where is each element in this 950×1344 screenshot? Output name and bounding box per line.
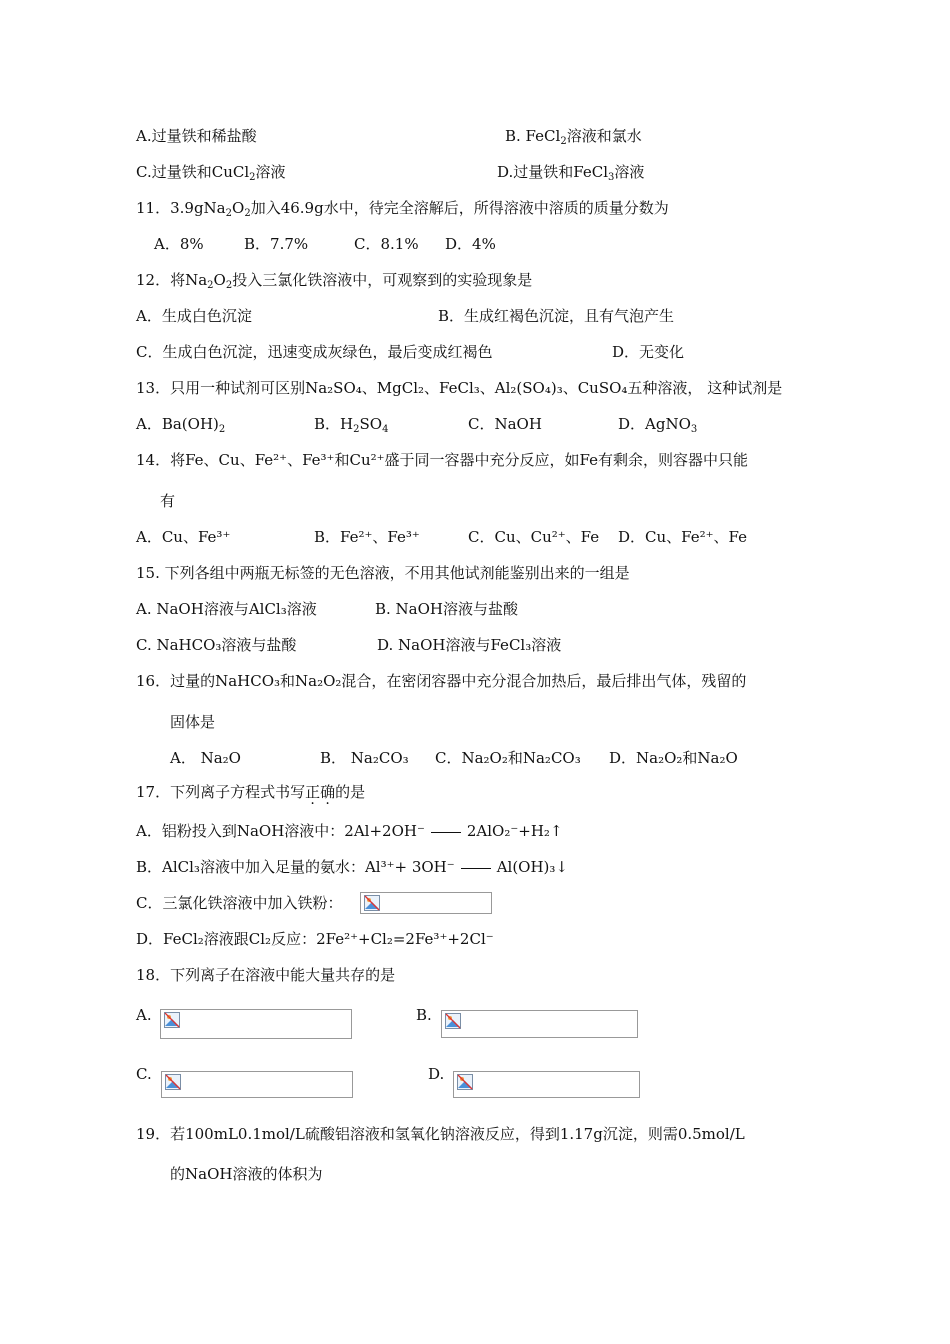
q12-stem: 12．将$Na_2O_2$投入三氯化铁溶液中，可观察到的实验现象是	[136, 271, 533, 291]
q13-stem: 13．只用一种试剂可区别Na₂SO₄、MgCl₂、FeCl₃、Al₂(SO₄)₃、CuSO₄五种溶液， 这种试剂是	[136, 379, 783, 397]
q12-option-b: B．生成红褐色沉淀，且有气泡产生	[438, 307, 675, 325]
q16-option-c: C．Na₂O₂和Na₂CO₃	[435, 749, 581, 767]
q18-option-d-label: D.	[428, 1065, 445, 1083]
q11-option-b: B．7.7%	[244, 235, 309, 253]
q10-option-b: B. FeCl$_2$溶液和氯水	[505, 127, 642, 147]
broken-image-icon	[364, 895, 380, 911]
q15-option-c: C. NaHCO₃溶液与盐酸	[136, 636, 297, 654]
q10-option-d: D.过量铁和FeCl$_3$溶液	[497, 163, 645, 183]
q18-option-d-image	[453, 1071, 640, 1098]
q11-option-d: D．4%	[445, 235, 496, 253]
q15-option-d: D. NaOH溶液与FeCl₃溶液	[377, 636, 562, 654]
q17-option-c: C．三氯化铁溶液中加入铁粉：	[136, 894, 343, 912]
q11-stem: 11．$3.9gNa_2O_2$加入46.9g水中，待完全溶解后，所得溶液中溶质的质量分数为	[136, 199, 669, 219]
q13-option-c: C．NaOH	[468, 415, 542, 433]
q12-option-a: A．生成白色沉淀	[136, 307, 252, 325]
q14-option-a: A．Cu、Fe³⁺	[136, 528, 231, 546]
broken-image-icon	[457, 1074, 473, 1090]
q16-stem-continued: 固体是	[170, 713, 216, 731]
q13-option-a: A．$Ba(OH)_2$	[136, 415, 226, 435]
q19-stem: 19．若100mL0.1mol/L硫酸铝溶液和氢氧化钠溶液反应，得到1.17g沉淀，则需0.5mol/L	[136, 1125, 745, 1143]
q13-option-b: B．$H_2SO_4$	[314, 415, 389, 435]
broken-image-icon	[165, 1074, 181, 1090]
q18-option-a-image	[160, 1009, 352, 1039]
q10-option-a: A.过量铁和稀盐酸	[136, 127, 257, 145]
q15-option-a: A. NaOH溶液与AlCl₃溶液	[136, 600, 317, 618]
q17-option-b: B．AlCl₃溶液中加入足量的氨水：Al³⁺+ 3OH⁻ Al(OH)₃↓	[136, 858, 568, 876]
q16-option-b: B． Na₂CO₃	[320, 749, 409, 767]
broken-image-icon	[164, 1012, 180, 1028]
q17-option-a: A．铝粉投入到NaOH溶液中：2Al+2OH⁻ 2AlO₂⁻+H₂↑	[136, 822, 563, 840]
q12-option-d: D．无变化	[612, 343, 685, 361]
q18-option-b-label: B.	[416, 1006, 432, 1024]
broken-image-icon	[445, 1013, 461, 1029]
q15-option-b: B. NaOH溶液与盐酸	[375, 600, 519, 618]
q18-option-c-image	[161, 1071, 353, 1098]
q13-option-d: D．AgNO$_3$	[618, 415, 698, 435]
q17-stem: 17．下列离子方程式书写正确的是	[136, 783, 366, 801]
q14-stem-continued: 有	[160, 492, 176, 510]
q11-option-c: C．8.1%	[354, 235, 419, 253]
q17-option-d: D．FeCl₂溶液跟Cl₂反应：2Fe²⁺+Cl₂=2Fe³⁺+2Cl⁻	[136, 930, 494, 948]
q14-stem: 14．将Fe、Cu、Fe²⁺、Fe³⁺和Cu²⁺盛于同一容器中充分反应，如Fe有剩余，则容器中只能	[136, 451, 749, 469]
q14-option-c: C．Cu、Cu²⁺、Fe	[468, 528, 600, 546]
q12-option-c: C．生成白色沉淀，迅速变成灰绿色，最后变成红褐色	[136, 343, 493, 361]
equals-arrow-icon	[431, 832, 461, 833]
q14-option-d: D．Cu、Fe²⁺、Fe	[618, 528, 748, 546]
q14-option-b: B．Fe²⁺、Fe³⁺	[314, 528, 420, 546]
q19-stem-continued: 的NaOH溶液的体积为	[170, 1165, 323, 1183]
q18-stem: 18．下列离子在溶液中能大量共存的是	[136, 966, 396, 984]
q10-option-c: C.过量铁和CuCl$_2$溶液	[136, 163, 286, 183]
equals-arrow-icon	[461, 868, 491, 869]
q15-stem: 15. 下列各组中两瓶无标签的无色溶液，不用其他试剂能鉴别出来的一组是	[136, 564, 630, 582]
q16-stem: 16．过量的NaHCO₃和Na₂O₂混合，在密闭容器中充分混合加热后，最后排出气体，残留的	[136, 672, 747, 690]
q16-option-d: D．Na₂O₂和Na₂O	[609, 749, 738, 767]
q18-option-c-label: C.	[136, 1065, 152, 1083]
q16-option-a: A． Na₂O	[170, 749, 241, 767]
q11-option-a: A．8%	[154, 235, 204, 253]
q18-option-b-image	[441, 1010, 638, 1038]
q18-option-a-label: A.	[136, 1006, 152, 1024]
broken-image-placeholder	[360, 892, 492, 914]
